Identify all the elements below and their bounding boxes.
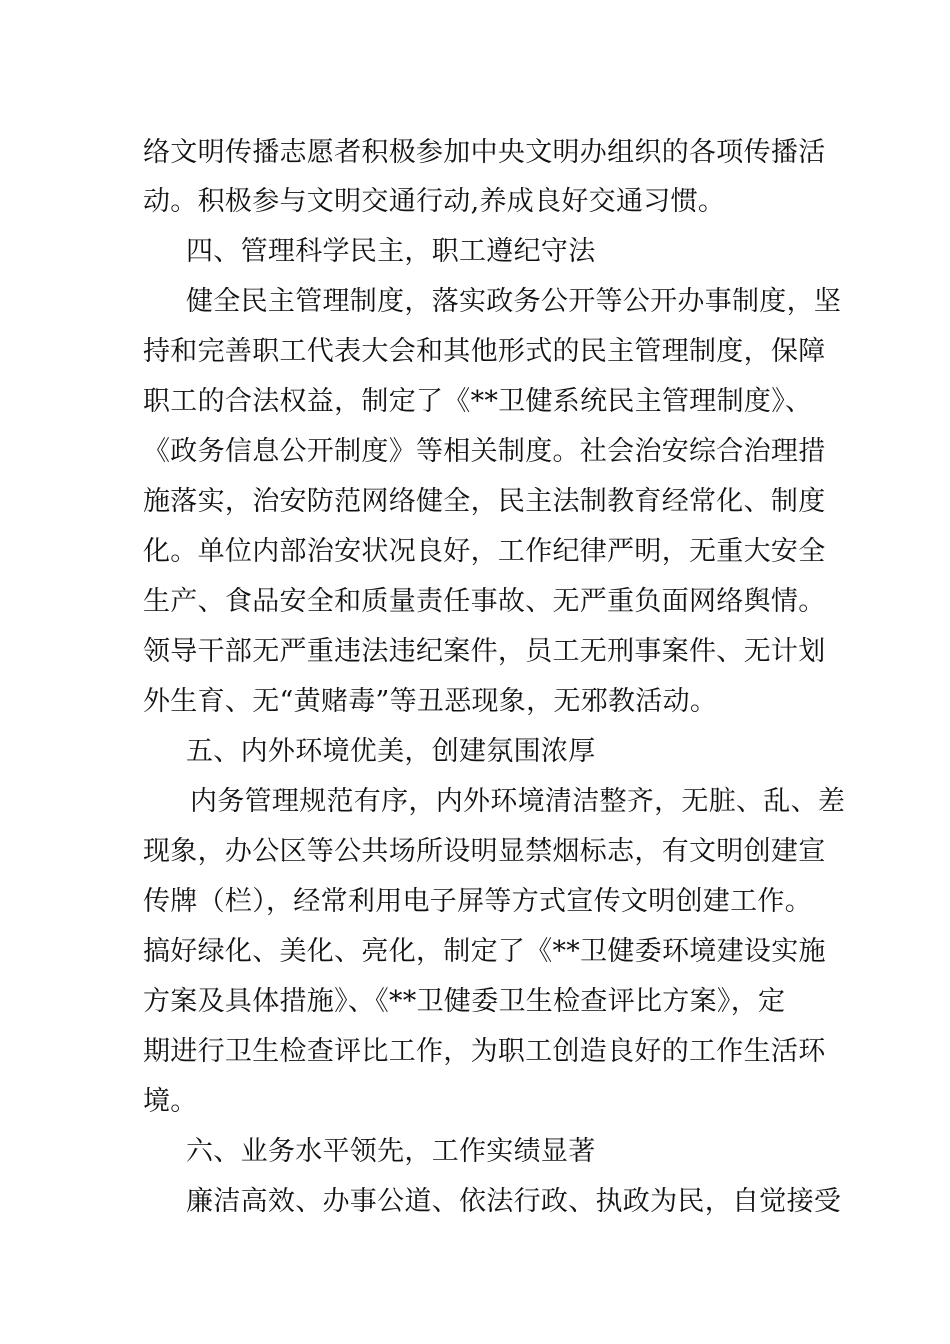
paragraph-line: 搞好绿化、美化、亮化，制定了《**卫健委环境建设实施 — [143, 936, 826, 967]
paragraph-line: 外生育、无“黄赌毒”等丑恶现象，无邪教活动。 — [143, 686, 718, 717]
paragraph-line: 职工的合法权益，制定了《**卫健系统民主管理制度》、 — [143, 386, 813, 417]
paragraph-line: 领导干部无严重违法违纪案件，员工无刑事案件、无计划 — [143, 636, 826, 667]
paragraph-line: 方案及具体措施》、《**卫健委卫生检查评比方案》，定 — [143, 986, 786, 1017]
paragraph-line: 生产、食品安全和质量责任事故、无严重负面网络舆情。 — [143, 586, 826, 617]
section-heading-5: 五、内外环境优美，创建氛围浓厚 — [186, 736, 596, 767]
paragraph-line: 传牌（栏），经常利用电子屏等方式宣传文明创建工作。 — [143, 886, 812, 917]
paragraph-line: 期进行卫生检查评比工作，为职工创造良好的工作生活环 — [143, 1036, 826, 1067]
paragraph-line: 内务管理规范有序，内外环境清洁整齐，无脏、乱、差 — [190, 786, 846, 817]
section-heading-4: 四、管理科学民主，职工遵纪守法 — [186, 236, 596, 267]
paragraph-line: 络文明传播志愿者积极参加中央文明办组织的各项传播活 — [143, 137, 826, 168]
paragraph-line: 持和完善职工代表大会和其他形式的民主管理制度，保障 — [143, 336, 826, 367]
section-heading-6: 六、业务水平领先，工作实绩显著 — [186, 1136, 596, 1167]
paragraph-line: 境。 — [143, 1086, 198, 1117]
paragraph-line: 施落实，治安防范网络健全，民主法制教育经常化、制度 — [143, 486, 826, 517]
paragraph-line: 《政务信息公开制度》等相关制度。社会治安综合治理措 — [143, 436, 826, 467]
paragraph-line: 现象，办公区等公共场所设明显禁烟标志，有文明创建宣 — [143, 836, 826, 867]
paragraph-line: 动。积极参与文明交通行动,养成良好交通习惯。 — [143, 186, 726, 217]
paragraph-line: 廉洁高效、办事公道、依法行政、执政为民，自觉接受 — [186, 1186, 842, 1217]
paragraph-line: 化。单位内部治安状况良好，工作纪律严明，无重大安全 — [143, 536, 826, 567]
paragraph-line: 健全民主管理制度，落实政务公开等公开办事制度，坚 — [186, 286, 842, 317]
